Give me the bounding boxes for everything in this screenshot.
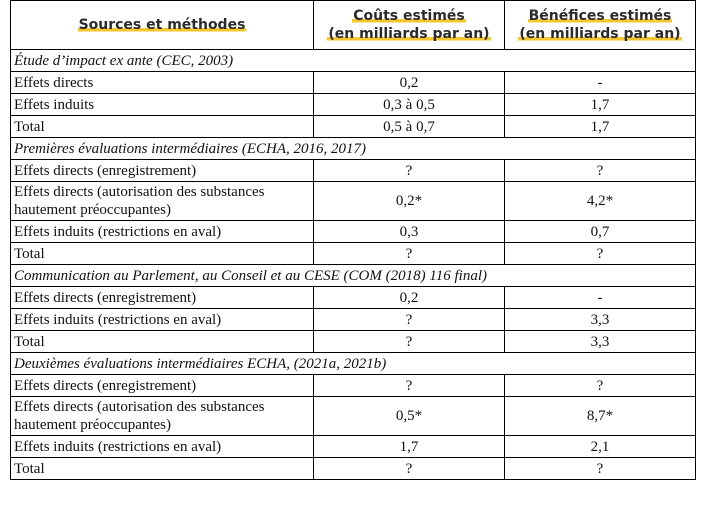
cost-cell: 0,2 — [314, 287, 505, 309]
benefit-cell: ? — [505, 160, 696, 182]
table-row — [11, 397, 696, 436]
row-label: Effets directs (autorisation des substances hautement préoccupantes) — [11, 182, 314, 221]
table-row — [11, 160, 696, 182]
row-label: Effets induits (restrictions en aval) — [11, 221, 314, 243]
cost-cell: 0,2* — [314, 182, 505, 221]
benefit-cell: 2,1 — [505, 436, 696, 458]
benefit-cell: - — [505, 72, 696, 94]
cost-cell: ? — [314, 331, 505, 353]
table-row — [11, 436, 696, 458]
benefit-cell: 8,7* — [505, 397, 696, 436]
benefit-cell: 1,7 — [505, 116, 696, 138]
row-label: Total — [11, 458, 314, 480]
table-row — [11, 116, 696, 138]
benefit-cell: 3,3 — [505, 309, 696, 331]
table-row — [11, 221, 696, 243]
benefit-cell: 4,2* — [505, 182, 696, 221]
benefit-cell: ? — [505, 243, 696, 265]
document-page — [10, 0, 695, 480]
cost-cell: 0,5* — [314, 397, 505, 436]
cost-cell: ? — [314, 375, 505, 397]
row-label: Effets directs — [11, 72, 314, 94]
cost-cell: 0,2 — [314, 72, 505, 94]
cost-cell: ? — [314, 160, 505, 182]
row-label: Total — [11, 116, 314, 138]
section-title: Étude d’impact ex ante (CEC, 2003) — [11, 50, 696, 72]
table-row — [11, 309, 696, 331]
cost-cell: 1,7 — [314, 436, 505, 458]
benefit-cell: 1,7 — [505, 94, 696, 116]
table-row — [11, 331, 696, 353]
cost-cell: 0,3 — [314, 221, 505, 243]
benefit-cell: ? — [505, 458, 696, 480]
benefit-cell: 3,3 — [505, 331, 696, 353]
row-label: Effets induits (restrictions en aval) — [11, 309, 314, 331]
section-row — [11, 265, 696, 287]
table-header-row — [11, 1, 696, 50]
cost-cell: ? — [314, 243, 505, 265]
row-label: Effets induits (restrictions en aval) — [11, 436, 314, 458]
section-row — [11, 353, 696, 375]
table-row — [11, 458, 696, 480]
row-label: Total — [11, 331, 314, 353]
table-row — [11, 243, 696, 265]
table-row — [11, 94, 696, 116]
cost-cell: 0,5 à 0,7 — [314, 116, 505, 138]
section-row — [11, 50, 696, 72]
table-row — [11, 72, 696, 94]
row-label: Effets directs (enregistrement) — [11, 160, 314, 182]
section-title: Communication au Parlement, au Conseil et au CESE (COM (2018) 116 final) — [11, 265, 696, 287]
row-label: Effets directs (enregistrement) — [11, 287, 314, 309]
row-label: Effets directs (autorisation des substances hautement préoccupantes) — [11, 397, 314, 436]
section-row — [11, 138, 696, 160]
benefit-cell: ? — [505, 375, 696, 397]
table-row — [11, 375, 696, 397]
section-title: Deuxièmes évaluations intermédiaires ECHA, (2021a, 2021b) — [11, 353, 696, 375]
cost-cell: ? — [314, 458, 505, 480]
header-estimated-costs: Coûts estimés (en milliards par an) — [314, 1, 505, 50]
row-label: Total — [11, 243, 314, 265]
benefit-cell: 0,7 — [505, 221, 696, 243]
row-label: Effets directs (enregistrement) — [11, 375, 314, 397]
section-title: Premières évaluations intermédiaires (ECHA, 2016, 2017) — [11, 138, 696, 160]
benefit-cell: - — [505, 287, 696, 309]
cost-cell: 0,3 à 0,5 — [314, 94, 505, 116]
header-sources-methods: Sources et méthodes — [11, 1, 314, 50]
row-label: Effets induits — [11, 94, 314, 116]
cost-cell: ? — [314, 309, 505, 331]
cost-benefit-table — [10, 0, 696, 480]
table-row — [11, 287, 696, 309]
table-row — [11, 182, 696, 221]
header-estimated-benefits: Bénéfices estimés (en milliards par an) — [505, 1, 696, 50]
